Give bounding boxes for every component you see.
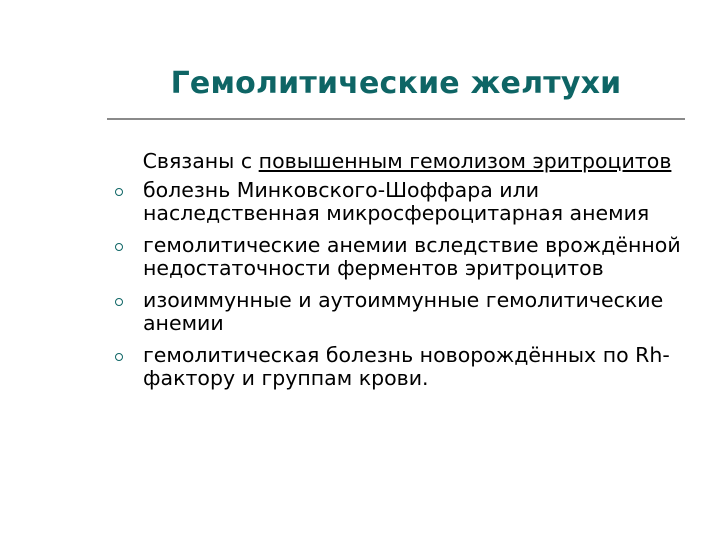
bullet-circle-icon [115,188,123,196]
slide-title: Гемолитические желтухи [170,66,622,101]
list-item [112,179,692,226]
list-item-text: изоиммунные и аутоиммунные гемолитические анемии [143,287,664,335]
list-item-text: гемолитическая болезнь новорождённых по Rh-фактору и группам крови. [143,342,670,390]
list-item-text: гемолитические анемии вследствие врождённой недостаточности ферментов эритроцитов [143,232,681,280]
slide-body [112,150,692,399]
title-divider [107,118,685,120]
intro-prefix: Связаны с [142,149,259,173]
list-item [112,289,692,336]
bullet-circle-icon [115,243,123,251]
bullet-circle-icon [115,298,123,306]
list-item [112,234,692,281]
bullet-list [112,179,692,391]
list-item-text: болезнь Минковского-Шоффара или наследственная микросфероцитарная анемия [143,177,650,225]
intro-underlined: повышенным гемолизом эритроцитов [258,149,672,173]
bullet-circle-icon [115,353,123,361]
list-item [112,344,692,391]
intro-text [112,150,692,174]
